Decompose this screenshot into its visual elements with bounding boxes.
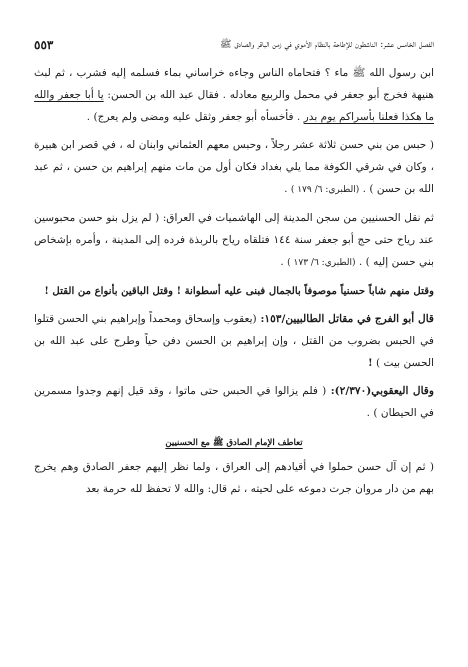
page-number: ٥٥٣	[34, 38, 54, 52]
text-segment: .	[284, 183, 291, 195]
text-segment: ( ثم إن آل حسن حملوا في أقيادهم إلى العراق ، ولما نظر إليهم جعفر الصادق وهم يخرج بهم من دار مروان جرت دموعه على لحيته ، ثم قال: والله لا تحفظ لله حرمة بعد	[34, 461, 434, 495]
paragraph-p7	[34, 456, 434, 500]
paragraph-p4	[34, 280, 434, 302]
text-segment: ( فلم يزالوا في الحبس حتى ماتوا ، وقد قيل إنهم وجدوا مسمرين في الحيطان ) .	[34, 385, 434, 419]
paragraphs-before	[34, 62, 434, 424]
text-segment: .	[280, 256, 288, 268]
page-header	[34, 34, 434, 52]
paragraphs-after	[34, 456, 434, 500]
text-segment: قال أبو الفرج في مقاتل الطالبيين/١٥٣:	[256, 313, 434, 325]
text-segment: . فأخسأه أبو جعفر وثقل عليه ومضى ولم يعرج) .	[86, 111, 304, 123]
text-segment: ثم نقل الحسنيين من سجن المدينة إلى الهاشميات في العراق: ( لم يزل بنو حسن محبوسين عند رياح حتى حج أبو جعفر سنة ١٤٤ فتلقاه رياح بالربذة فرده إلى المدينة ، وأمره بإشخاص بني حسن إليه ) .	[34, 212, 434, 268]
citation: (الطبري: ٦/ ١٧٩ )	[290, 185, 360, 195]
text-segment: ( حبس من بني حسن ثلاثة عشر رجلاً ، وحبس معهم العثماني وابنان له ، في قصر ابن هبيرة ، وكان في شرقي الكوفة مما يلي بغداد فكان أول من مات منهم إبراهيم بن حسن ، ثم عبد الله بن حسن ) .	[34, 139, 434, 195]
text-segment: ابن رسول الله ﷺ ماء ؟ فتحاماه الناس وجاءه خراساني بماء فسلمه إليه فشرب ، ثم لبث هنيهة فخرج أبو جعفر في محمل والربيع معادله . فقال عبد الله بن الحسن:	[34, 67, 434, 101]
paragraph-p2	[34, 134, 434, 201]
paragraph-p6	[34, 380, 434, 424]
paragraph-p1	[34, 62, 434, 128]
text-segment: (يعقوب وإسحاق ومحمداً وإبراهيم بني الحسن قتلوا في الحبس بضروب من القتل ، وإن إبراهيم بن الحسن دفن حياً وطرح على عبد الله بن الحسن بيت )	[34, 313, 434, 369]
underlined-quote: يا أبا جعفر والله ما هكذا فعلنا بأسراكم يوم بدر	[34, 89, 434, 123]
section-subheading-text: تعاطف الإمام الصادق ﷺ مع الحسنيين	[165, 438, 303, 448]
text-segment: وقتل منهم شاباً حسنياً موصوفاً بالجمال فبنى عليه أسطوانة ! وقتل الباقين بأنواع من القتل !	[44, 285, 434, 297]
citation: (الطبري: ٦/ ١٧٣ )	[287, 258, 356, 268]
page-body	[34, 62, 434, 506]
text-segment: وقال اليعقوبي(٢/٣٧٠):	[326, 385, 434, 397]
section-subheading	[34, 438, 434, 450]
paragraph-p5	[34, 308, 434, 374]
paragraph-p3	[34, 207, 434, 274]
text-segment: !	[368, 357, 373, 369]
chapter-title: الفصل الخامس عشر: الناشطون للإطاحة بالنظام الأموي في زمن الباقر والصادق ﷺ	[220, 39, 434, 50]
